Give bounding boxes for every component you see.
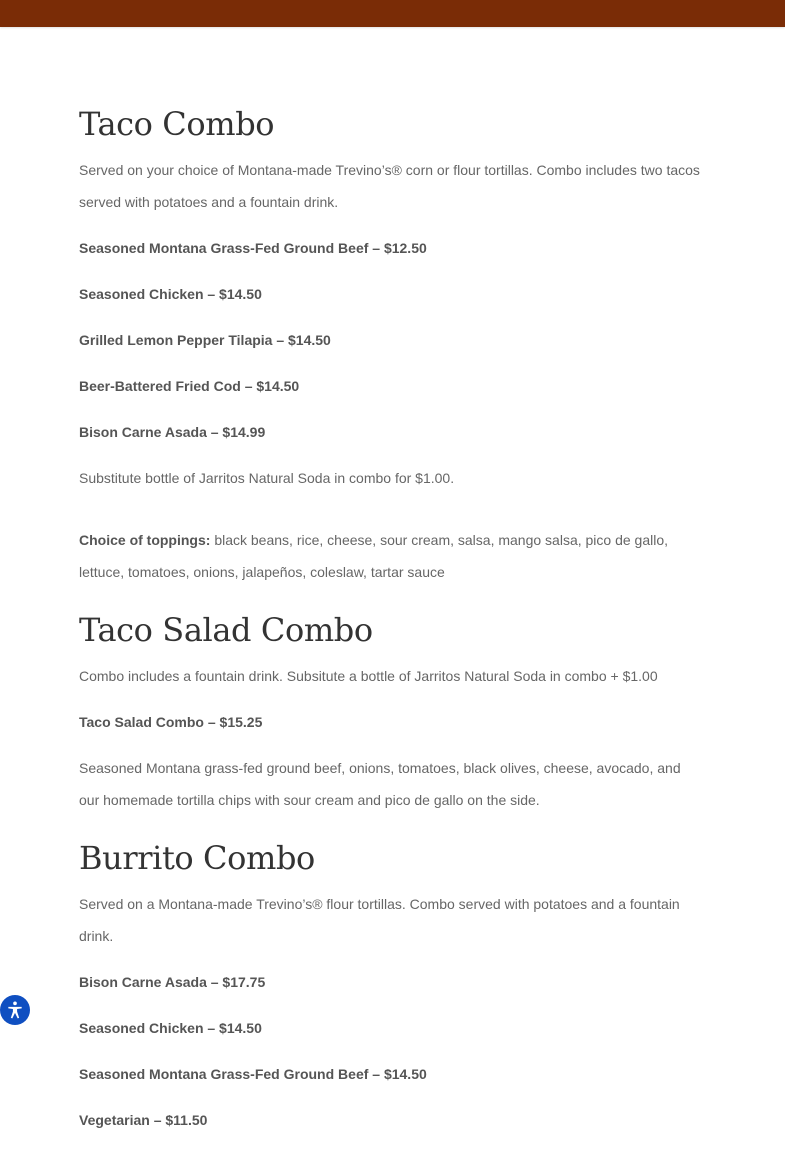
section-taco-salad-combo <box>79 610 704 816</box>
section-burrito-combo <box>79 838 704 1136</box>
toppings <box>79 524 704 588</box>
header-bar <box>0 0 785 27</box>
menu-item: Bison Carne Asada – $14.99 <box>79 424 266 440</box>
accessibility-button[interactable] <box>0 995 30 1025</box>
menu-item: Seasoned Montana Grass-Fed Ground Beef – $12.50 <box>79 240 427 256</box>
combo-note: Substitute bottle of Jarritos Natural Soda in combo for $1.00. <box>79 470 455 486</box>
menu-content <box>79 104 704 1136</box>
section-title: Taco Salad Combo <box>79 611 373 649</box>
menu-item: Bison Carne Asada – $17.75 <box>79 974 266 990</box>
item-detail: Seasoned Montana grass-fed ground beef, onions, tomatoes, black olives, cheese, avocado, and our homemade tortilla chips with sour cream and pico de gallo on the side. <box>79 760 681 808</box>
menu-item: Grilled Lemon Pepper Tilapia – $14.50 <box>79 332 331 348</box>
section-taco-combo <box>79 104 704 588</box>
section-title: Taco Combo <box>79 105 275 143</box>
section-description: Served on a Montana-made Trevino’s® flour tortillas. Combo served with potatoes and a fountain drink. <box>79 896 680 944</box>
menu-item: Vegetarian – $11.50 <box>79 1112 208 1128</box>
toppings-list: black beans, rice, cheese, sour cream, salsa, mango salsa, pico de gallo, lettuce, tomatoes, onions, jalapeños, coleslaw, tartar sauce <box>79 532 669 580</box>
section-description: Served on your choice of Montana-made Trevino’s® corn or flour tortillas. Combo includes two tacos served with potatoes and a fountain drink. <box>79 162 700 210</box>
accessibility-icon <box>5 1000 25 1020</box>
section-description: Combo includes a fountain drink. Subsitute a bottle of Jarritos Natural Soda in combo + $1.00 <box>79 668 658 684</box>
section-title: Burrito Combo <box>79 839 315 877</box>
menu-item: Taco Salad Combo – $15.25 <box>79 714 263 730</box>
toppings-label: Choice of toppings: <box>79 532 211 548</box>
menu-item: Beer-Battered Fried Cod – $14.50 <box>79 378 300 394</box>
menu-item: Seasoned Montana Grass-Fed Ground Beef – $14.50 <box>79 1066 427 1082</box>
menu-item: Seasoned Chicken – $14.50 <box>79 286 262 302</box>
menu-item: Seasoned Chicken – $14.50 <box>79 1020 262 1036</box>
